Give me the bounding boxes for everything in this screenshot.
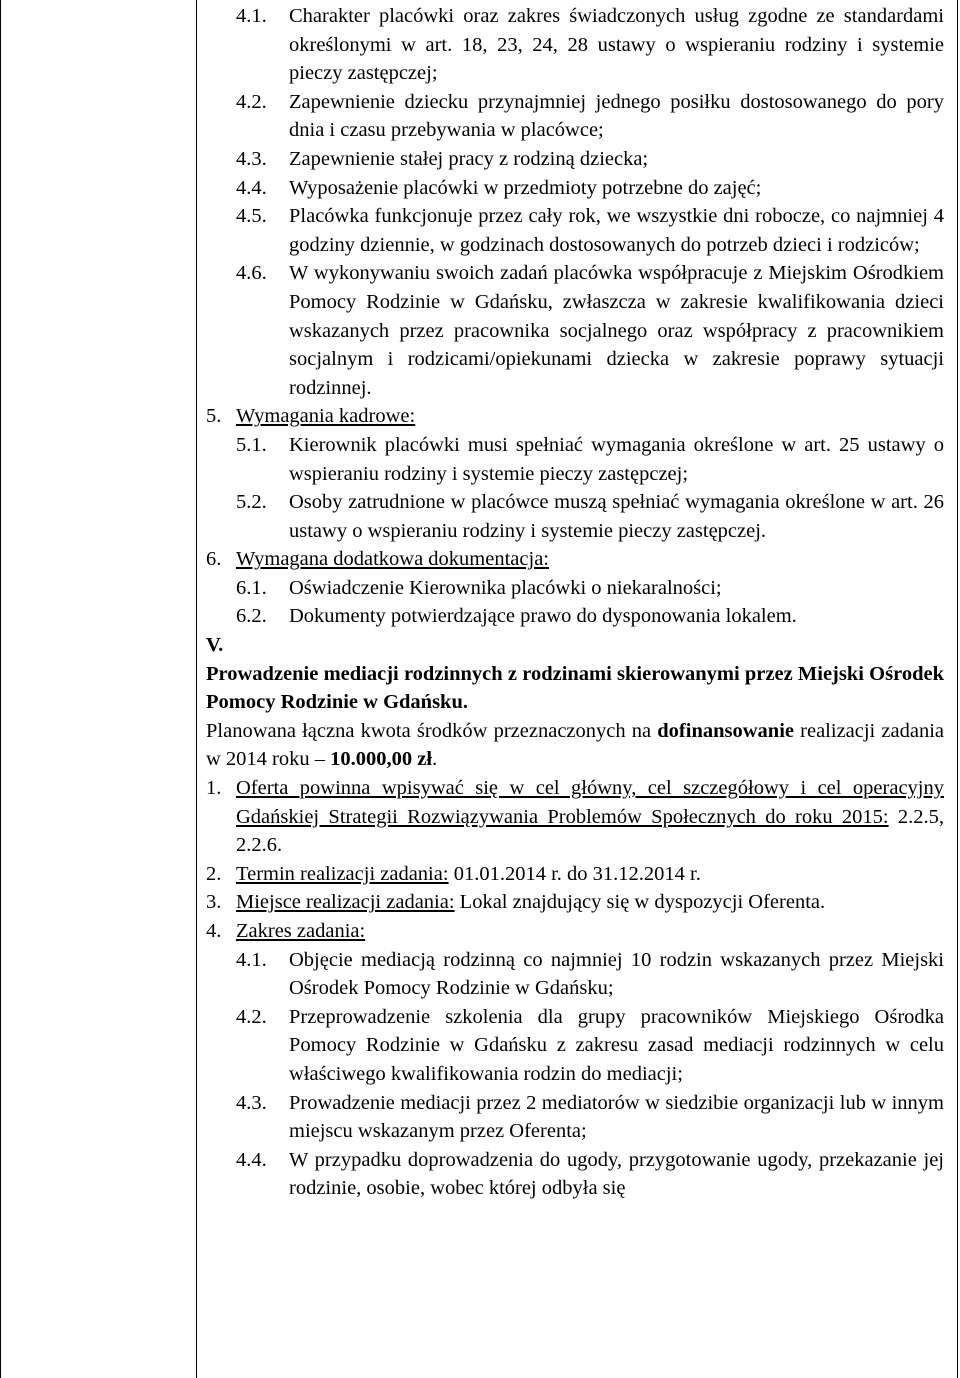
list-item: [206, 2, 944, 88]
list-item: [206, 145, 944, 174]
list-item: [206, 860, 944, 889]
list-item: [206, 917, 944, 946]
item-number: 3.: [206, 891, 222, 914]
item-number: 2.: [206, 862, 222, 885]
item-number: 1.: [206, 777, 222, 800]
list-item: [206, 774, 944, 860]
section-number: 6.: [206, 548, 222, 571]
item-number: 4.1.: [236, 948, 267, 971]
item-text: W przypadku doprowadzenia do ugody, przygotowanie ugody, przekazanie jej rodzinie, osobie, wobec której odbyła się: [289, 1148, 944, 1200]
item-number: 4.3.: [236, 147, 267, 170]
item-text: Zapewnienie dziecku przynajmniej jednego posiłku dostosowanego do pory dnia i czasu przebywania w placówce;: [289, 90, 944, 142]
item-number: 5.1.: [236, 433, 267, 456]
item-label: Zakres zadania:: [236, 920, 366, 942]
item-text: [236, 917, 944, 946]
part-roman-numeral: V.: [206, 634, 224, 657]
item-text: Dokumenty potwierdzające prawo do dysponowania lokalem.: [289, 605, 797, 628]
list-item: [206, 88, 944, 145]
section-title: Wymagania kadrowe:: [236, 405, 416, 428]
document-body: [206, 0, 944, 1203]
item-label: Oferta powinna wpisywać się w cel główny, cel szczegółowy i cel operacyjny Gdańskiej Strategii Rozwiązywania Problemów Społecznych do roku 2015:: [236, 777, 944, 828]
item-value: 2.2.5, 2.2.6.: [236, 805, 944, 857]
item-text: Zapewnienie stałej pracy z rodziną dziecka;: [289, 147, 649, 170]
item-text: Prowadzenie mediacji przez 2 mediatorów w siedzibie organizacji lub w innym miejscu wskazanym przez Oferenta;: [289, 1091, 944, 1143]
list-item: [206, 259, 944, 402]
item-text: [236, 888, 944, 917]
item-number: 4.4.: [236, 1148, 267, 1171]
item-number: 4.5.: [236, 205, 267, 228]
section-title: Wymagana dodatkowa dokumentacja:: [236, 548, 549, 571]
section-heading: [206, 402, 944, 431]
item-text: [236, 774, 944, 860]
funding-prefix: Planowana łączna kwota środków przeznaczonych na: [206, 719, 658, 742]
item-label: Miejsce realizacji zadania:: [236, 891, 455, 914]
item-number: 4.2.: [236, 1005, 267, 1028]
list-item: [206, 174, 944, 203]
item-label: Termin realizacji zadania:: [236, 862, 449, 885]
item-text: Oświadczenie Kierownika placówki o niekaralności;: [289, 576, 722, 599]
item-text: Kierownik placówki musi spełniać wymagania określone w art. 25 ustawy o wspieraniu rodziny i systemie pieczy zastępczej;: [289, 433, 944, 485]
list-item: [206, 888, 944, 917]
funding-bold-term: dofinansowanie: [657, 719, 794, 742]
item-text: Osoby zatrudnione w placówce muszą spełniać wymagania określone w art. 26 ustawy o wspieraniu rodziny i systemie pieczy zastępczej.: [289, 491, 944, 542]
item-number: 4.4.: [236, 176, 267, 199]
item-text: [236, 860, 944, 889]
list-item: [206, 1089, 944, 1146]
section-number: 5.: [206, 405, 222, 428]
list-item: [206, 202, 944, 259]
item-number: 4.1.: [236, 5, 267, 27]
funding-end: .: [432, 748, 438, 771]
item-number: 6.2.: [236, 605, 267, 628]
item-text: Przeprowadzenie szkolenia dla grupy pracowników Miejskiego Ośrodka Pomocy Rodzinie w Gdańsku z zakresu zasad mediacji rodzinnych w celu właściwego kwalifikowania rodzin do mediacji;: [289, 1005, 944, 1085]
funding-paragraph: [206, 717, 944, 774]
section-heading: [206, 545, 944, 574]
list-item: [206, 602, 944, 631]
item-number: 5.2.: [236, 491, 267, 514]
item-number: 4.6.: [236, 262, 267, 285]
item-text: W wykonywaniu swoich zadań placówka współpracuje z Miejskim Ośrodkiem Pomocy Rodzinie w Gdańsku, zwłaszcza w zakresie kwalifikowania dzieci wskazanych przez pracownika socjalnego oraz współpracy z pracownikiem socjalnym i rodzicami/opiekunami dziecka w zakresie poprawy sytuacji rodzinnej.: [289, 262, 944, 399]
list-item: [206, 574, 944, 603]
item-value: Lokal znajdujący się w dyspozycji Oferenta.: [454, 891, 826, 914]
part-title: Prowadzenie mediacji rodzinnych z rodzinami skierowanymi przez Miejski Ośrodek Pomocy Rodzinie w Gdańsku.: [206, 662, 944, 714]
funding-middle: realizacji zadania w 2014 roku –: [206, 719, 944, 771]
table-column-divider: [196, 0, 197, 1378]
funding-amount: 10.000,00 zł: [330, 748, 433, 771]
item-number: 6.1.: [236, 576, 267, 599]
list-item: [206, 946, 944, 1003]
item-value: 01.01.2014 r. do 31.12.2014 r.: [448, 862, 701, 885]
item-number: 4.2.: [236, 90, 267, 113]
list-item: [206, 1146, 944, 1203]
list-item: [206, 488, 944, 545]
item-number: 4.: [206, 920, 222, 942]
item-text: Wyposażenie placówki w przedmioty potrzebne do zajęć;: [289, 176, 762, 199]
item-text: Objęcie mediacją rodzinną co najmniej 10 rodzin wskazanych przez Miejski Ośrodek Pomocy Rodzinie w Gdańsku;: [289, 948, 944, 1000]
list-item: [206, 431, 944, 488]
item-text: Placówka funkcjonuje przez cały rok, we wszystkie dni robocze, co najmniej 4 godziny dziennie, w godzinach dostosowanych do potrzeb dzieci i rodziców;: [289, 205, 944, 256]
item-text: Charakter placówki oraz zakres świadczonych usług zgodne ze standardami określonymi w art. 18, 23, 24, 28 ustawy o wspieraniu rodziny i systemie pieczy zastępczej;: [289, 5, 944, 85]
list-item: [206, 1003, 944, 1089]
item-number: 4.3.: [236, 1091, 267, 1114]
